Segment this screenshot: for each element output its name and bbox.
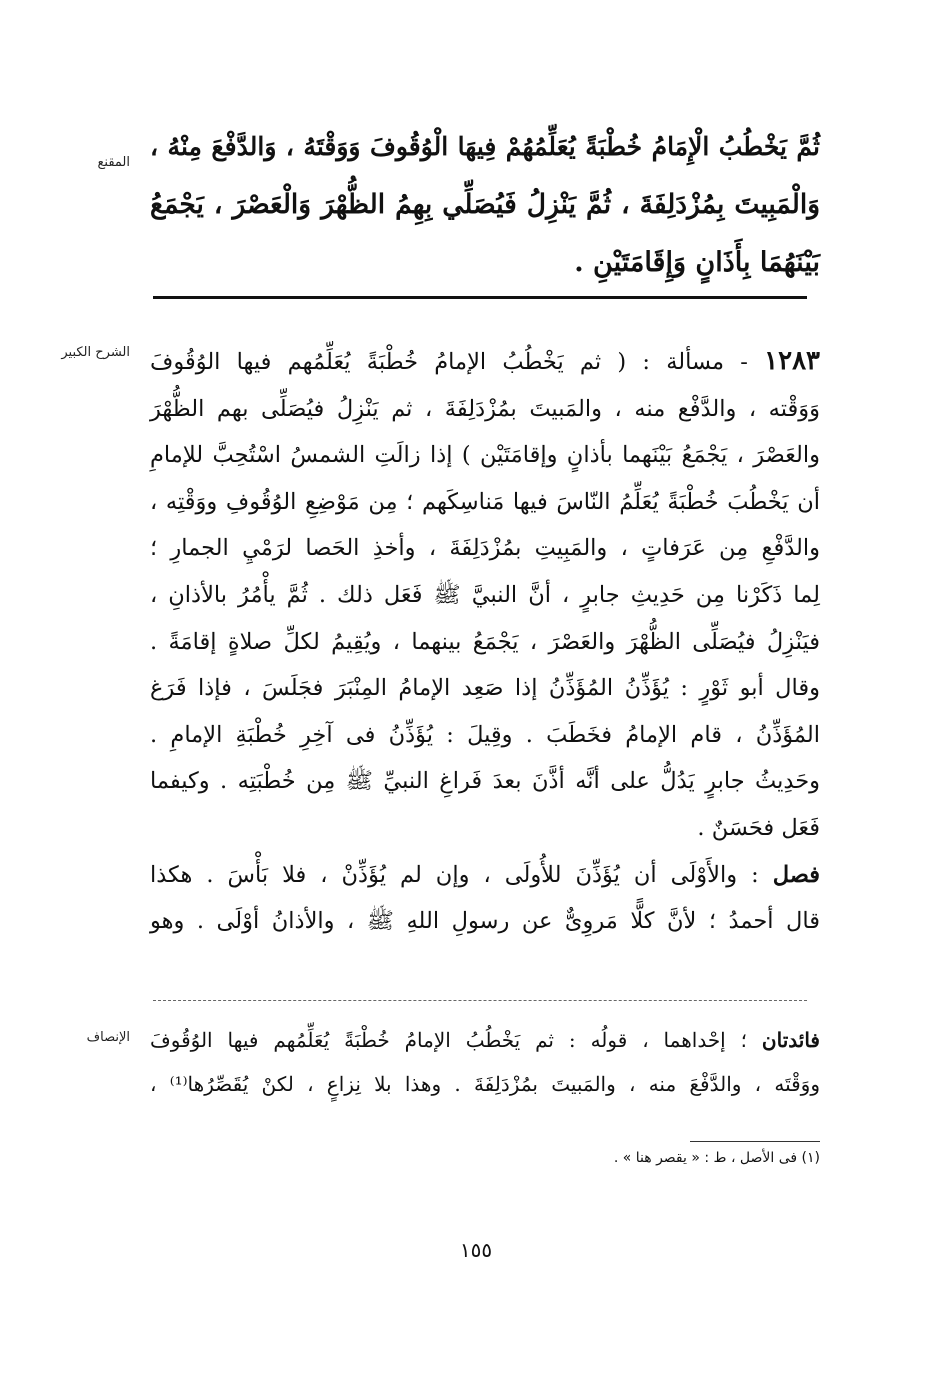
label-muqni: المقنع [97, 155, 130, 170]
sharh-line: لِما ذَكَرْنا مِن حَدِيثِ جابرٍ ، أنَّ النبيَّ ﷺ فَعَل ذلك . ثُمَّ يأْمُرُ بالأذانِ ، [150, 581, 820, 608]
insaf-heading: فائدتان [761, 1028, 820, 1052]
fasl-heading: فصل [772, 861, 820, 888]
fasl-line-text: : والأَوْلَى أن يُؤَذِّنَ للأُولَى ، وإن لم يُؤَذِّنْ ، فلا بَأْسَ . هكذا [150, 861, 773, 888]
footnote: (١) فى الأصل ، ط : « يقصر هنا » . [613, 1150, 820, 1166]
muqni-text [150, 118, 820, 292]
sharh-line [150, 338, 820, 386]
sharh-line: وَوَقْته ، والدَّفْع منه ، والمَبيتَ بمُزْدَلِفَةَ ، ثم يَنْزِلُ فيُصَلِّى بهم الظُّهْرَ [150, 395, 820, 422]
sharh-line: أن يَخْطُبَ خُطْبَةً يُعَلِّمُ النّاسَ فيها مَناسِكَهم ؛ مِن مَوْضِعِ الوُقُوفِ ووَقْتِه ، [150, 488, 820, 515]
muqni-line: ثُمَّ يَخْطُبُ الْإِمَامُ خُطْبَةً يُعَلِّمُهُمْ فِيهَا الْوُقُوفَ وَوَقْتَهُ ، وَالدَّفْعَ مِنْهُ ، [150, 132, 820, 161]
sharh-line: والعَصْرَ ، يَجْمَعُ بَيْنَهما بأذانٍ وإقامَتَيْن ) إذا زالَتِ الشمسُ اسْتُحِبَّ للإمامِ [150, 442, 820, 469]
muqni-line: وَالْمَبِيتَ بِمُزْدَلِفَةَ ، ثُمَّ يَنْزِلُ فَيُصَلِّي بِهِمُ الظُّهْرَ وَالْعَصْرَ ، يَجْمَعُ [150, 189, 820, 220]
fasl-line [150, 852, 820, 899]
dashed-divider [153, 1000, 807, 1001]
footnote-divider [690, 1141, 820, 1142]
sharh-line: فيَنْزِلُ فيُصَلِّى الظُّهْرَ والعَصْرَ ، يَجْمَعُ بينهما ، ويُقِيمُ لكلِّ صلاةٍ إقامَةً . [150, 628, 820, 655]
sharh-text [150, 338, 820, 945]
page-number: ١٥٥ [459, 1238, 493, 1262]
sharh-line: وحَدِيثُ جابرٍ يَدُلُّ على أنَّه أذَّنَ بعدَ فَراغِ النبيِّ ﷺ مِن خُطْبَتِه . وكيفما [150, 768, 820, 795]
label-insaf: الإنصاف [86, 1030, 130, 1045]
masala-number: ١٢٨٣ [764, 346, 820, 376]
insaf-line-text: ؛ إحْداهما ، قولُه : ثم يَخْطُبُ الإمامُ خُطْبَةً يُعَلِّمُهم فيها الوُقُوفَ [150, 1028, 762, 1052]
sharh-line: والدَّفْعِ مِن عَرَفاتٍ ، والمَبِيتِ بمُزْدَلِفَةَ ، وأخذِ الحَصا لرَمْيِ الجمارِ ؛ [150, 535, 820, 562]
insaf-line [150, 1018, 820, 1062]
sharh-line: فَعَل فحَسَنٌ . [697, 814, 820, 841]
muqni-line: بَيْنَهُمَا بِأَذَانٍ وَإِقَامَتَيْنِ . [574, 247, 820, 278]
insaf-line: ووَقْتَه ، والدَّفْعَ منه ، والمَبيتَ بمُزْدَلِفَةَ . وهذا بلا نِزاعٍ ، لكنْ يُقَصِّرُها⁽¹⁾ ، [150, 1072, 820, 1096]
sharh-line: وقال أبو ثَوْرٍ : يُؤَذِّنُ المُؤَذِّنُ إذا صَعِد الإمامُ المِنْبَرَ فجَلَسَ ، فإذا فَرَغ [150, 675, 820, 702]
sharh-line-text: - مسألة : ( ثم يَخْطُبُ الإمامُ خُطْبَةً يُعَلِّمُهم فيها الوُقُوفَ [150, 349, 765, 375]
fasl-line: قال أحمدُ ؛ لأنَّ كلًّا مَروِىٌّ عن رسولِ اللهِ ﷺ ، والأذانُ أوْلَى . وهو [150, 908, 820, 935]
insaf-text [150, 1018, 820, 1106]
sharh-line: المُؤَذِّنُ ، قام الإمامُ فخَطَبَ . وقِيلَ : يُؤَذِّنُ فى آخِرِ خُطْبَةِ الإمامِ . [150, 721, 820, 748]
section-divider [153, 296, 807, 299]
label-sharh-kabir: الشرح الكبير [61, 345, 130, 360]
